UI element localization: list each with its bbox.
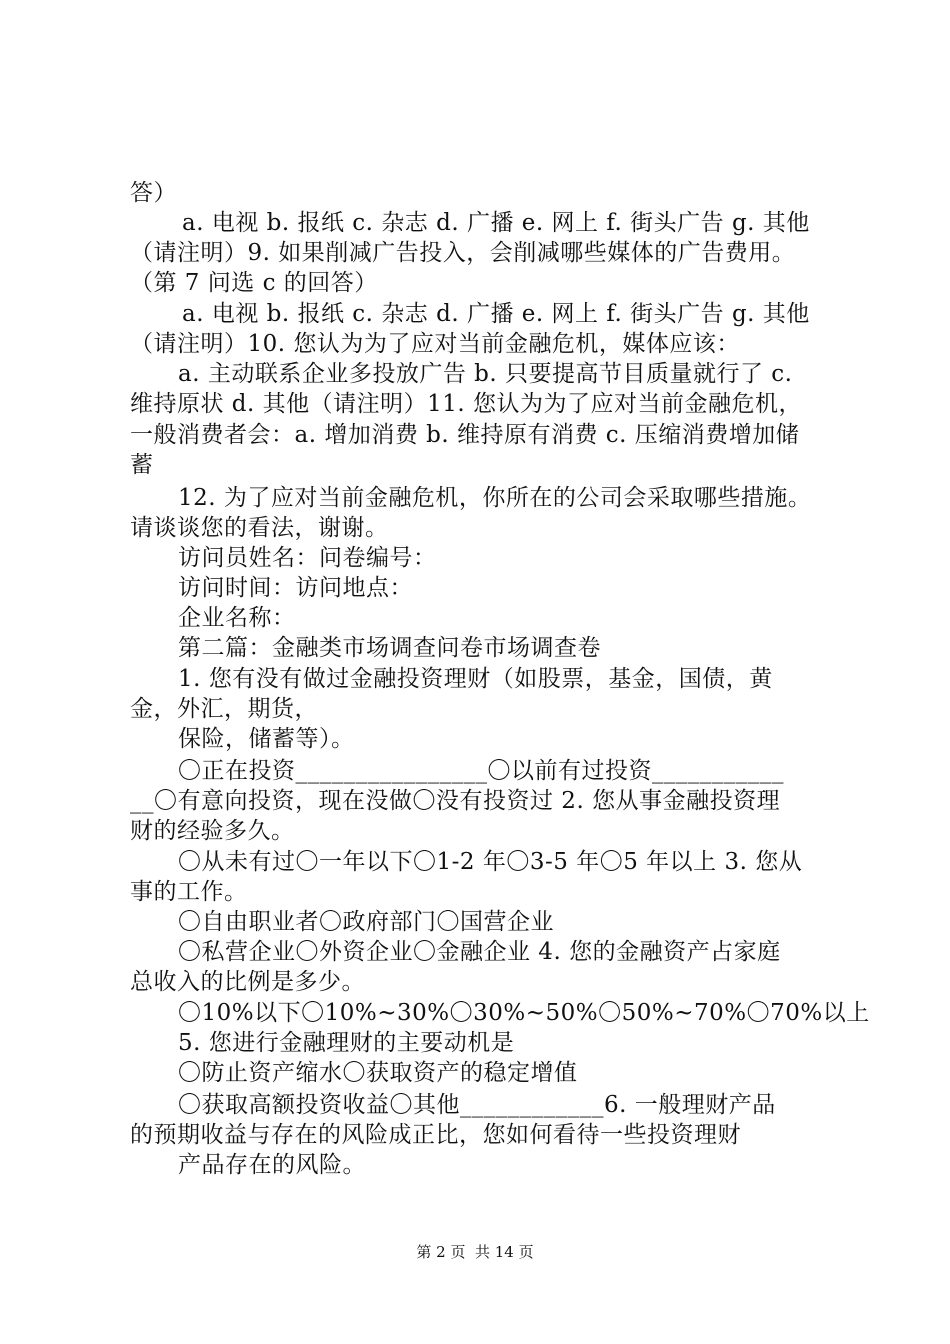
text-line-5: a. 电视 b. 报纸 c. 杂志 d. 广播 e. 网上 f. 街头广告 g. 其他	[182, 301, 810, 327]
text-line-13: 访问员姓名：问卷编号：	[178, 545, 437, 571]
text-line-8: 维持原状 d. 其他（请注明）11. 您认为为了应对当前金融危机，	[130, 391, 803, 417]
text-line-7: a. 主动联系企业多投放广告 b. 只要提高节目质量就行了 c.	[178, 361, 793, 387]
page-number-footer: 第 2 页 共 14 页	[416, 1243, 534, 1261]
text-line-9: 一般消费者会：a. 增加消费 b. 维持原有消费 c. 压缩消费增加储	[130, 422, 800, 448]
text-line-33: 产品存在的风险。	[178, 1152, 366, 1178]
text-line-24: 事的工作。	[130, 879, 248, 905]
text-line-18: 金，外汇，期货，	[130, 696, 318, 722]
text-line-25: 〇自由职业者〇政府部门〇国营企业	[178, 909, 554, 935]
text-line-19: 保险，储蓄等）。	[178, 726, 355, 752]
text-line-3: （请注明）9. 如果削减广告投入，会削减哪些媒体的广告费用。	[130, 240, 796, 266]
text-line-20: 〇正在投资________________〇以前有过投资___________	[178, 758, 784, 784]
text-line-11: 12. 为了应对当前金融危机，你所在的公司会采取哪些措施。	[178, 485, 812, 511]
text-line-31: 〇获取高额投资收益〇其他____________6. 一般理财产品	[178, 1092, 776, 1118]
text-line-4: （第 7 问选 c 的回答）	[130, 270, 378, 296]
text-line-28: 〇10%以下〇10%~30%〇30%~50%〇50%~70%〇70%以上	[178, 1000, 870, 1026]
text-line-22: 财的经验多久。	[130, 818, 295, 844]
text-line-12: 请谈谈您的看法，谢谢。	[130, 515, 389, 541]
text-line-27: 总收入的比例是多少。	[130, 969, 365, 995]
text-line-26: 〇私营企业〇外资企业〇金融企业 4. 您的金融资产占家庭	[178, 939, 781, 965]
text-line-14: 访问时间：访问地点：	[178, 575, 413, 601]
text-line-2: a. 电视 b. 报纸 c. 杂志 d. 广播 e. 网上 f. 街头广告 g. 其他	[182, 210, 810, 236]
text-line-32: 的预期收益与存在的风险成正比，您如何看待一些投资理财	[130, 1122, 741, 1148]
text-line-10: 蓄	[130, 452, 154, 478]
text-line-6: （请注明）10. 您认为为了应对当前金融危机，媒体应该：	[130, 331, 740, 357]
text-line-15: 企业名称：	[178, 605, 296, 631]
text-line-17: 1. 您有没有做过金融投资理财（如股票，基金，国债，黄	[178, 666, 773, 692]
text-line-21: __〇有意向投资，现在没做〇没有投资过 2. 您从事金融投资理	[130, 788, 781, 814]
text-line-16: 第二篇：金融类市场调查问卷市场调查卷	[178, 635, 601, 661]
text-line-1: 答）	[130, 180, 177, 206]
text-line-29: 5. 您进行金融理财的主要动机是	[178, 1030, 515, 1056]
text-line-30: 〇防止资产缩水〇获取资产的稳定增值	[178, 1060, 578, 1086]
text-line-23: 〇从未有过〇一年以下〇1-2 年〇3-5 年〇5 年以上 3. 您从	[178, 849, 803, 875]
